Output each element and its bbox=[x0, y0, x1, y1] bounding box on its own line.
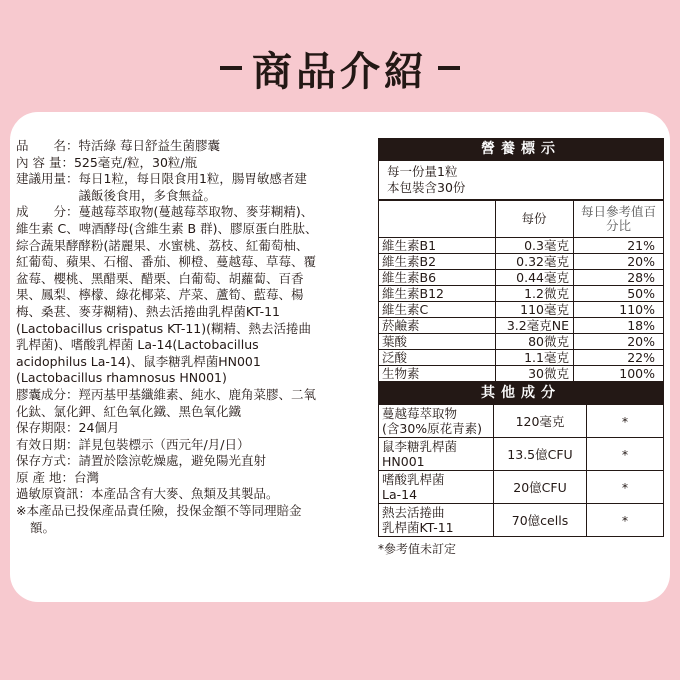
other-name-line2: La-14 bbox=[382, 487, 418, 502]
other-amount: 13.5億CFU bbox=[494, 438, 587, 471]
other-mark: * bbox=[587, 504, 664, 537]
other-amount: 70億cells bbox=[494, 504, 587, 537]
nutrition-row bbox=[379, 334, 664, 350]
shelf-label: 保存期限： bbox=[16, 420, 79, 436]
capsule-value: 羥丙基甲基纖維素、純水、鹿角菜膠、二氧化鈦、氯化鉀、紅色氧化鐵、黑色氧化鐵 bbox=[16, 386, 317, 419]
nutrient-amount: 110毫克 bbox=[496, 302, 574, 318]
nutrient-name: 維生素C bbox=[379, 302, 496, 318]
other-table bbox=[378, 404, 664, 537]
allergen-row bbox=[16, 486, 318, 503]
capsule-label: 膠囊成分： bbox=[16, 386, 79, 402]
nutrition-panel bbox=[378, 138, 664, 557]
nutrient-name: 泛酸 bbox=[379, 350, 496, 366]
capsule-block bbox=[16, 387, 318, 420]
other-name-line1: 嗜酸乳桿菌 bbox=[382, 472, 445, 487]
nutrient-amount: 0.3毫克 bbox=[496, 238, 574, 254]
nutrition-row bbox=[379, 238, 664, 254]
origin-label: 原 產 地： bbox=[16, 469, 74, 485]
nutrition-row bbox=[379, 254, 664, 270]
nutrition-row bbox=[379, 318, 664, 334]
nutrient-percent: 20% bbox=[574, 334, 664, 350]
other-rows bbox=[379, 405, 664, 537]
title-dash-left bbox=[220, 66, 242, 70]
other-row bbox=[379, 504, 664, 537]
title-dash-right bbox=[438, 66, 460, 70]
other-amount: 120毫克 bbox=[494, 405, 587, 438]
nutrient-amount: 1.1毫克 bbox=[496, 350, 574, 366]
nutrient-name: 維生素B6 bbox=[379, 270, 496, 286]
ingredients-block bbox=[16, 204, 318, 387]
nutrient-amount: 3.2毫克NE bbox=[496, 318, 574, 334]
insurance-note: ※本產品已投保產品責任險，投保金額不等同理賠金額。 bbox=[16, 503, 302, 535]
header-blank bbox=[379, 201, 496, 238]
nutrition-row bbox=[379, 350, 664, 366]
usage-row bbox=[16, 171, 318, 204]
nutrient-name: 維生素B12 bbox=[379, 286, 496, 302]
product-details bbox=[16, 138, 318, 536]
origin-row bbox=[16, 470, 318, 487]
name-value: 特活綠 莓日舒益生菌膠囊 bbox=[78, 138, 220, 153]
page-header bbox=[0, 38, 680, 98]
nutrient-amount: 1.2微克 bbox=[496, 286, 574, 302]
other-name-line2: (含30%原花青素) bbox=[382, 421, 483, 436]
origin-value: 台灣 bbox=[73, 469, 99, 485]
nutrition-row bbox=[379, 302, 664, 318]
other-name-line1: 蔓越莓萃取物 bbox=[382, 406, 458, 421]
storage-row bbox=[16, 453, 318, 470]
nutrition-table bbox=[378, 200, 664, 382]
nutrition-header-row bbox=[379, 201, 664, 238]
footnote: *參考值未訂定 bbox=[378, 542, 457, 556]
nutrient-name: 生物素 bbox=[379, 366, 496, 382]
other-name bbox=[379, 405, 494, 438]
expiry-value: 詳見包裝標示（西元年/月/日） bbox=[78, 436, 250, 452]
content-label: 內 容 量： bbox=[16, 154, 74, 170]
storage-label: 保存方式： bbox=[16, 453, 79, 469]
usage-label: 建議用量： bbox=[16, 171, 79, 187]
other-name bbox=[379, 471, 494, 504]
other-title: 其他成分 bbox=[378, 382, 664, 404]
title-text: 商品介紹 bbox=[252, 48, 428, 95]
other-row bbox=[379, 405, 664, 438]
nutrient-amount: 80微克 bbox=[496, 334, 574, 350]
other-mark: * bbox=[587, 438, 664, 471]
nutrition-title: 營養標示 bbox=[378, 138, 664, 160]
serving-info bbox=[378, 160, 664, 200]
allergen-value: 本產品含有大麥、魚類及其製品。 bbox=[91, 486, 279, 502]
nutrition-rows bbox=[379, 238, 664, 382]
nutrition-row bbox=[379, 270, 664, 286]
nutrient-name: 菸鹼素 bbox=[379, 318, 496, 334]
other-mark: * bbox=[587, 405, 664, 438]
other-name bbox=[379, 438, 494, 471]
name-row bbox=[16, 138, 318, 155]
expiry-row bbox=[16, 437, 318, 454]
other-row bbox=[379, 438, 664, 471]
allergen-label: 過敏原資訊： bbox=[16, 486, 92, 502]
usage-value: 每日1粒，每日限食用1粒，腸胃敏感者建議飯後食用，多食無益。 bbox=[78, 171, 307, 203]
nutrient-name: 維生素B2 bbox=[379, 254, 496, 270]
other-mark: * bbox=[587, 471, 664, 504]
other-name-line1: 熱去活捲曲 bbox=[382, 505, 445, 520]
per-serving-header: 每份 bbox=[496, 201, 574, 238]
serving-size: 每一份量1粒 bbox=[387, 164, 458, 179]
daily-value-header: 每日參考值百分比 bbox=[574, 201, 664, 238]
nutrient-percent: 110% bbox=[574, 302, 664, 318]
nutrition-row bbox=[379, 286, 664, 302]
ingredients-value: 蔓越莓萃取物(蔓越莓萃取物、麥芽糊精)、維生素 C、啤酒酵母(含維生素 B 群)、膠原蛋白胜肽、綜合蔬果酵酵粉(諾麗果、水蜜桃、荔枝、紅葡萄柚、紅葡萄、蘋果、石榴、番茄、柳橙、蔓越莓、草莓、覆盆莓、櫻桃、黑醋栗、醋栗、白葡萄、胡蘿蔔、百香果、鳳梨、檸檬、綠花椰菜、芹菜、蘆筍、藍莓、楊梅、桑葚、麥芽糊精)、熱去活捲曲乳桿菌KT-11 (Lactobacillus crispatus KT-11)(糊精、熱去活捲曲乳桿菌)、嗜酸乳桿菌 La-14(Lactobacillus acidophilus La-14)、鼠李糖乳桿菌HN001 (Lactobacillus rhamnosus HN001) bbox=[16, 204, 318, 386]
nutrient-percent: 18% bbox=[574, 318, 664, 334]
other-name-line2: HN001 bbox=[382, 454, 425, 469]
servings-per-pack: 本包裝含30份 bbox=[387, 180, 466, 195]
nutrient-percent: 21% bbox=[574, 238, 664, 254]
nutrient-name: 維生素B1 bbox=[379, 238, 496, 254]
nutrient-amount: 0.44毫克 bbox=[496, 270, 574, 286]
shelf-value: 24個月 bbox=[78, 420, 120, 436]
other-name-line1: 鼠李糖乳桿菌 bbox=[382, 439, 458, 454]
content-value: 525毫克/粒，30粒/瓶 bbox=[73, 154, 198, 170]
nutrient-percent: 22% bbox=[574, 350, 664, 366]
nutrition-row bbox=[379, 366, 664, 382]
storage-value: 請置於陰涼乾燥處，避免陽光直射 bbox=[78, 453, 267, 469]
page-title bbox=[210, 40, 470, 97]
other-name-line2: 乳桿菌KT-11 bbox=[382, 520, 454, 535]
nutrient-percent: 100% bbox=[574, 366, 664, 382]
nutrient-percent: 28% bbox=[574, 270, 664, 286]
expiry-label: 有效日期： bbox=[16, 436, 79, 452]
serving-cell bbox=[379, 161, 664, 200]
other-name bbox=[379, 504, 494, 537]
other-row bbox=[379, 471, 664, 504]
nutrient-percent: 50% bbox=[574, 286, 664, 302]
other-amount: 20億CFU bbox=[494, 471, 587, 504]
nutrient-name: 葉酸 bbox=[379, 334, 496, 350]
ingredients-label: 成 分： bbox=[16, 204, 79, 220]
content-row bbox=[16, 155, 318, 172]
shelf-row bbox=[16, 420, 318, 437]
nutrient-percent: 20% bbox=[574, 254, 664, 270]
nutrient-amount: 0.32毫克 bbox=[496, 254, 574, 270]
nutrient-amount: 30微克 bbox=[496, 366, 574, 382]
name-label: 品 名： bbox=[16, 138, 79, 153]
